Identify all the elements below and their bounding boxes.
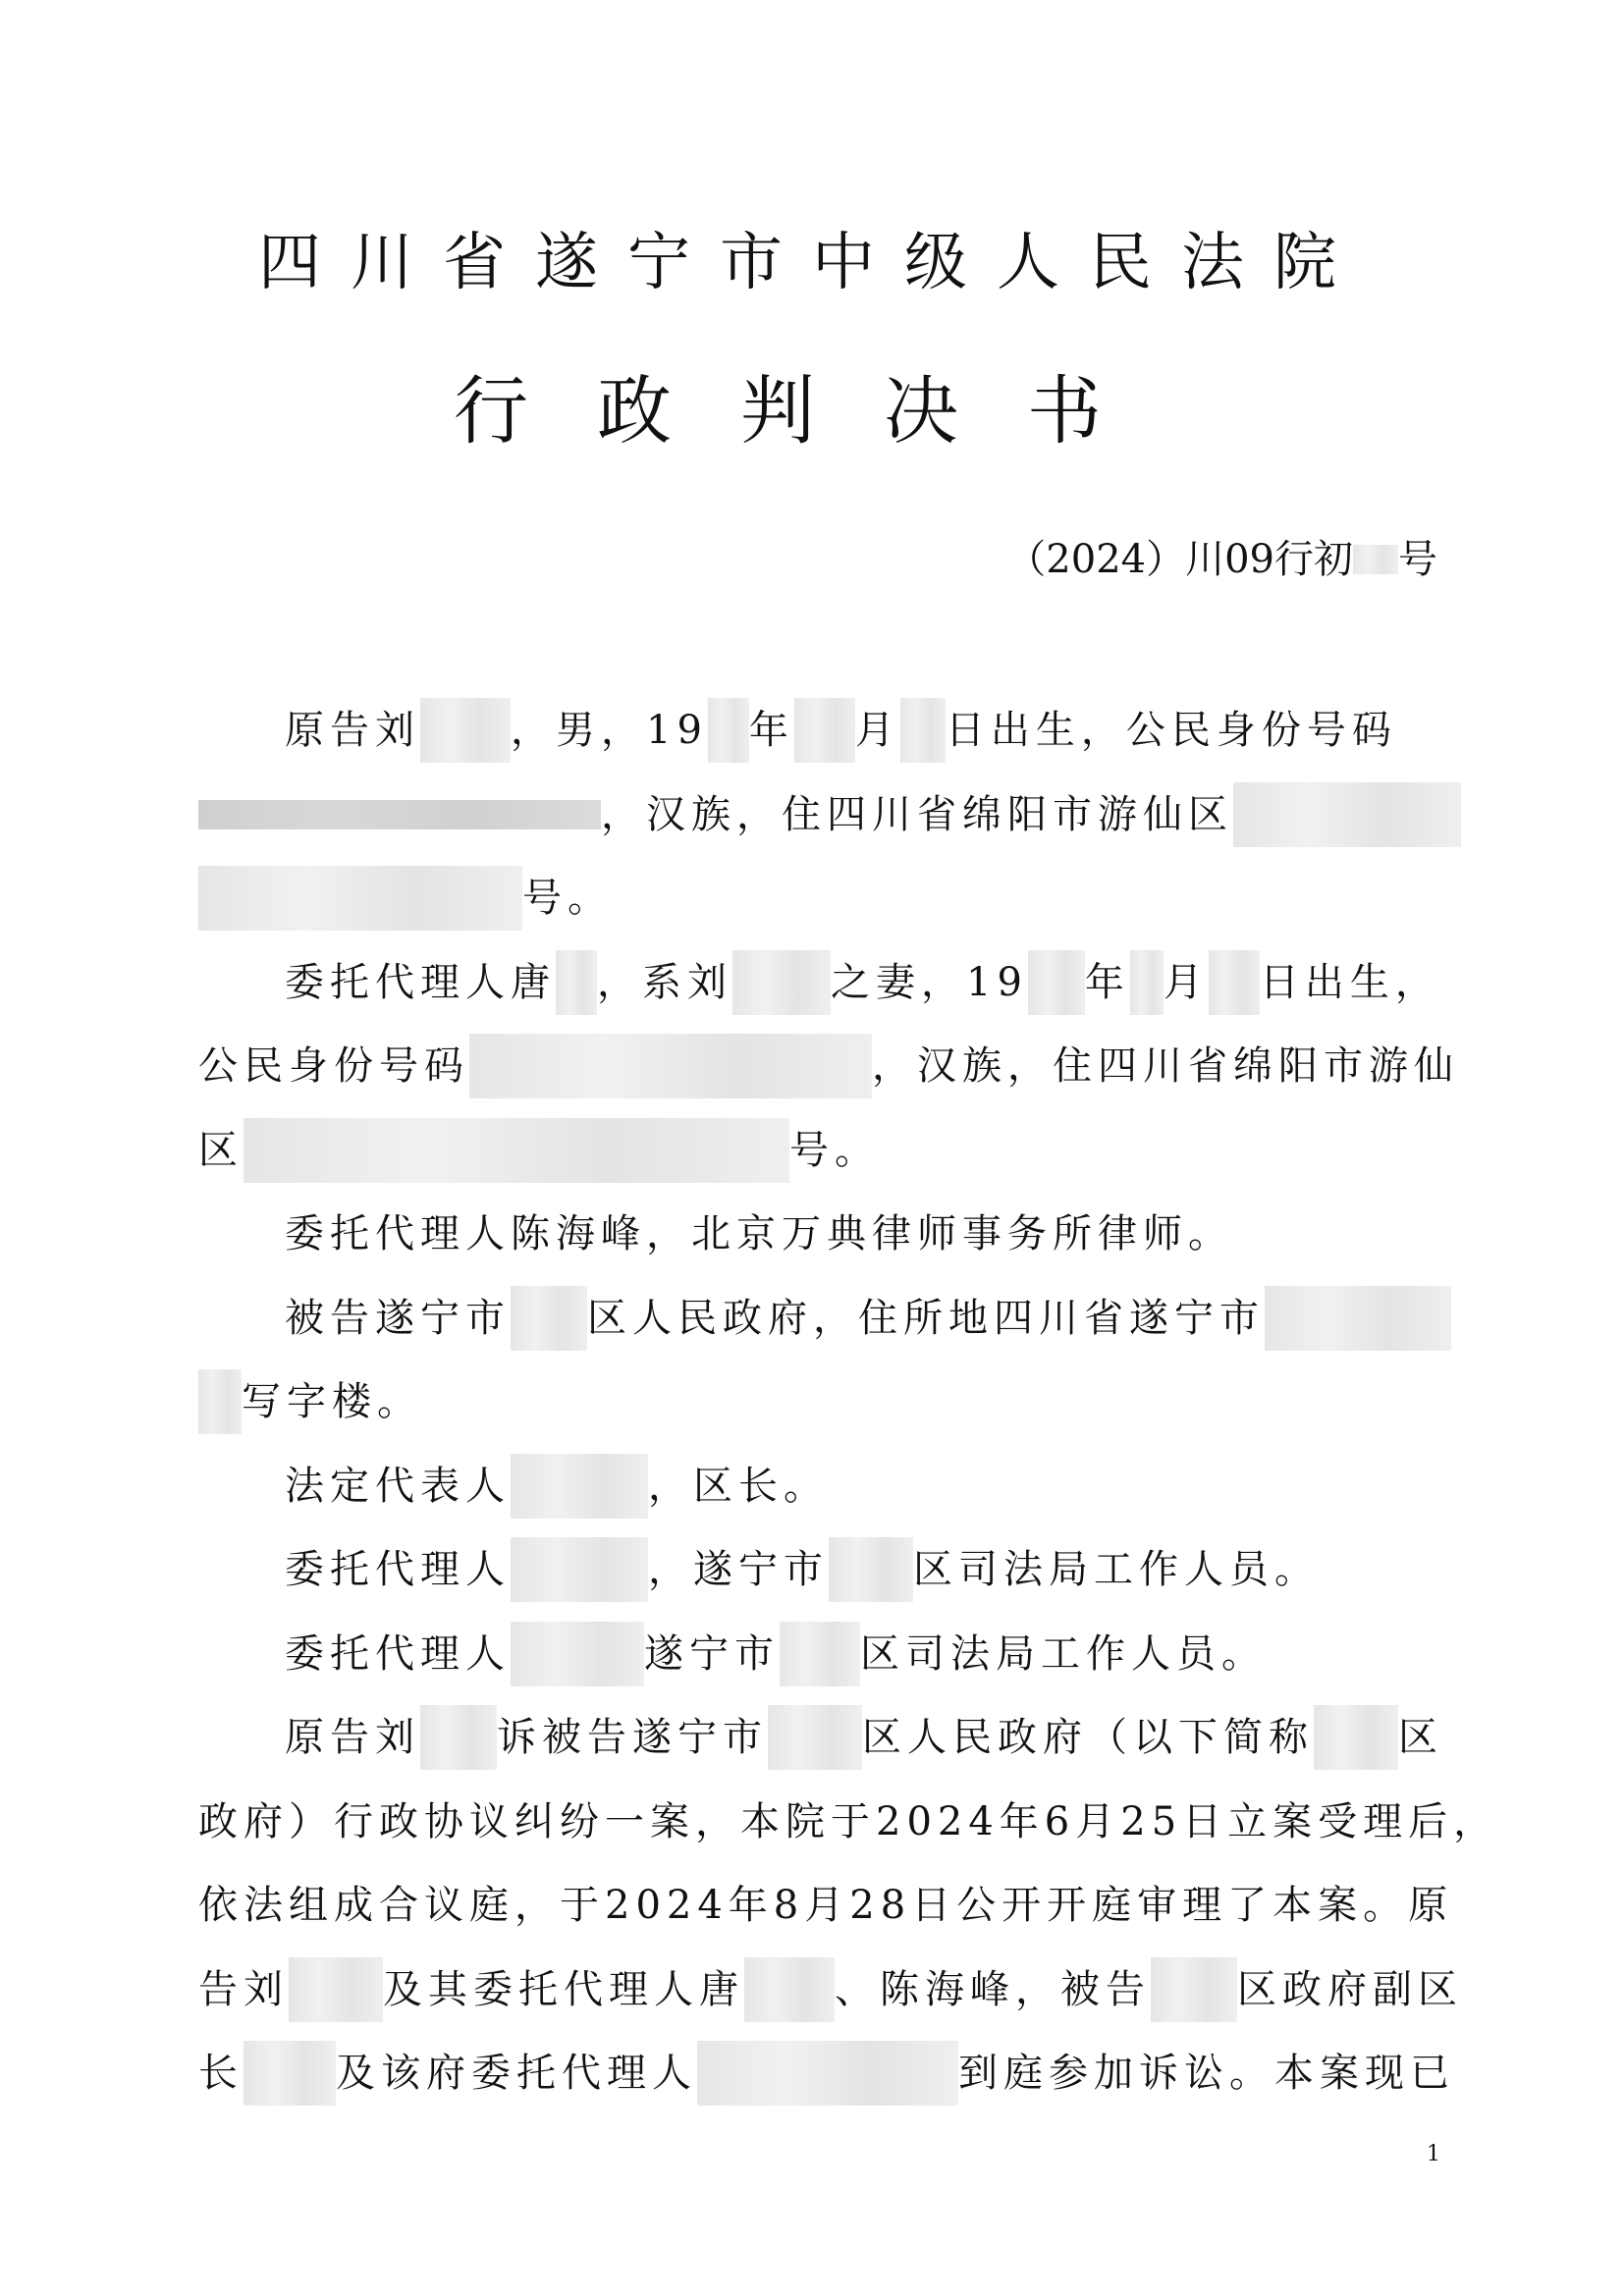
defendant-agent-line-1 — [198, 1528, 1435, 1613]
defendant-line-1 — [198, 1277, 1435, 1362]
case-summary-line-2: 政府）行政协议纠纷一案，本院于2024年6月25日立案受理后， — [198, 1798, 1499, 1844]
redaction — [1353, 545, 1398, 574]
text: ，男，19 — [511, 708, 708, 753]
text: ，系刘 — [597, 959, 732, 1005]
case-summary-line-4 — [198, 1949, 1463, 2033]
redaction — [829, 1537, 913, 1602]
document-title: 行政判决书 — [454, 367, 1170, 454]
document-body — [198, 689, 1499, 2116]
text: 长 — [198, 2051, 244, 2096]
text: 号。 — [789, 1127, 880, 1173]
redaction — [469, 1034, 872, 1098]
text: 之妻，19 — [831, 959, 1028, 1005]
redaction — [1209, 950, 1260, 1015]
text: 原告刘 — [285, 1715, 420, 1760]
redaction — [744, 1957, 835, 2022]
redaction — [1314, 1705, 1398, 1770]
plaintiff-line-1 — [198, 689, 1435, 774]
redaction — [794, 698, 855, 763]
text: 年 — [748, 708, 794, 753]
redaction — [1265, 1286, 1451, 1351]
text: 委托代理人陈海峰，北京万典律师事务所律师。 — [285, 1211, 1233, 1256]
redaction — [198, 800, 601, 829]
text: 及其委托代理人唐 — [383, 1966, 744, 2012]
redaction — [420, 1705, 497, 1770]
redaction — [1028, 950, 1085, 1015]
text: ，汉族，住四川省绵阳市游仙 — [872, 1043, 1459, 1089]
legal-rep-line — [198, 1445, 1435, 1529]
redaction — [511, 1454, 648, 1519]
redaction — [697, 2041, 958, 2106]
text: 及该府委托代理人 — [336, 2051, 697, 2096]
case-summary-line-3: 依法组成合议庭，于2024年8月28日公开开庭审理了本案。原 — [198, 1883, 1454, 1928]
redaction — [768, 1705, 862, 1770]
text: 号。 — [522, 876, 613, 921]
text: 委托代理人 — [285, 1630, 511, 1677]
text: 被告遂宁市 — [285, 1295, 511, 1341]
redaction — [244, 2041, 336, 2106]
text: ，遂宁市 — [648, 1547, 829, 1592]
text: 年 — [1084, 959, 1130, 1005]
plaintiff-line-3 — [198, 857, 1435, 941]
text: 公民身份号码 — [198, 1043, 469, 1089]
redaction — [556, 950, 597, 1015]
agent-tang-line-3 — [198, 1109, 1435, 1194]
text: 区司法局工作人员。 — [913, 1547, 1320, 1592]
redaction — [732, 950, 831, 1015]
redaction — [244, 1118, 789, 1183]
text: 月 — [854, 708, 900, 753]
defendant-agent-line-2 — [198, 1613, 1435, 1697]
text: 委托代理人唐 — [285, 959, 556, 1005]
text: 区司法局工作人员。 — [860, 1630, 1267, 1677]
redaction — [420, 698, 511, 763]
text: 日出生，公民身份号码 — [945, 708, 1397, 753]
page-number: 1 — [1427, 2142, 1440, 2166]
text: 告刘 — [198, 1966, 289, 2012]
defendant-line-2 — [198, 1361, 1435, 1445]
redaction — [198, 866, 522, 931]
text: 、陈海峰，被告 — [835, 1966, 1151, 2012]
text: 原告刘 — [285, 708, 420, 753]
text: ，区长。 — [648, 1463, 829, 1509]
text: 到庭参加诉讼。本案现已 — [958, 2051, 1455, 2096]
agent-tang-line-1 — [198, 941, 1440, 1026]
text: 遂宁市 — [644, 1630, 780, 1677]
plaintiff-line-2 — [198, 774, 1435, 858]
text: 月 — [1163, 959, 1209, 1005]
redaction — [900, 698, 946, 763]
text: 日出生， — [1259, 959, 1440, 1005]
redaction — [511, 1537, 648, 1602]
case-summary-line-1 — [198, 1696, 1443, 1781]
case-summary-line-5 — [198, 2032, 1455, 2116]
agent-chen-line — [198, 1193, 1435, 1277]
redaction — [289, 1957, 383, 2022]
redaction — [1233, 782, 1461, 847]
redaction — [511, 1622, 644, 1686]
text: ，汉族，住四川省绵阳市游仙区 — [601, 791, 1233, 837]
redaction — [1130, 950, 1164, 1015]
redaction — [780, 1622, 860, 1686]
redaction — [511, 1286, 587, 1351]
text: 区 — [198, 1127, 244, 1173]
text: 诉被告遂宁市 — [497, 1715, 768, 1760]
text: 区 — [1398, 1715, 1443, 1760]
text: 区人民政府，住所地四川省遂宁市 — [587, 1295, 1265, 1341]
agent-tang-line-2 — [198, 1025, 1459, 1109]
case-number-prefix: （2024）川09行初 — [1006, 537, 1353, 582]
redaction — [708, 698, 749, 763]
redaction — [1151, 1957, 1237, 2022]
text: 区政府副区 — [1237, 1966, 1463, 2012]
text: 写字楼。 — [242, 1379, 422, 1424]
redaction — [198, 1369, 242, 1434]
text: 法定代表人 — [285, 1463, 511, 1509]
case-number — [1006, 530, 1437, 589]
case-number-suffix: 号 — [1398, 537, 1437, 582]
text: 区人民政府（以下简称 — [862, 1715, 1314, 1760]
text: 委托代理人 — [285, 1547, 511, 1592]
court-name: 四川省遂宁市中级人民法院 — [258, 227, 1366, 299]
